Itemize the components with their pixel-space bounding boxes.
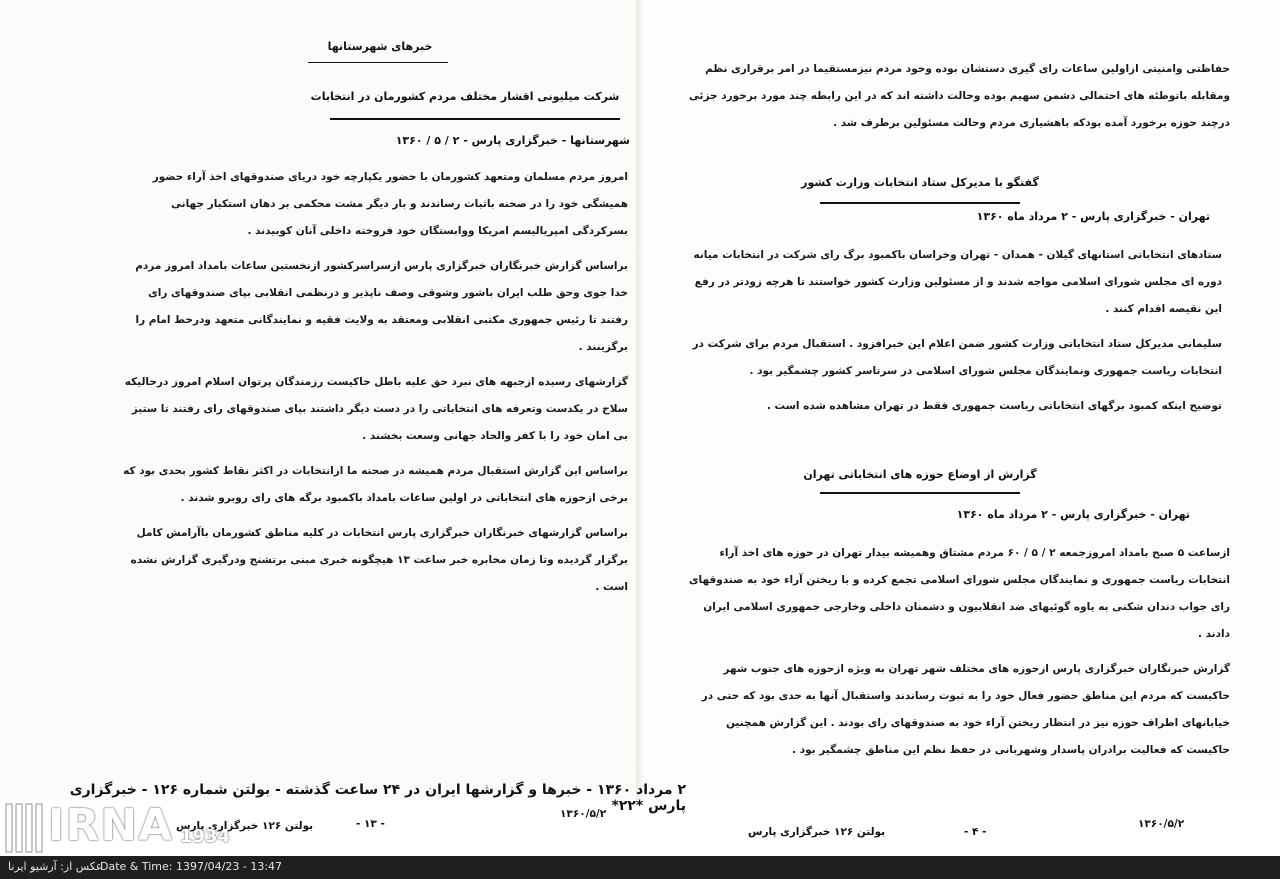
- right-section2-rule: [820, 492, 1020, 494]
- left-headline: شرکت میلیونی اقشار مختلف مردم کشورمان در انتخابات: [310, 90, 620, 103]
- right-section2-dateline: تهران - خبرگزاری پارس - ۲ مرداد ماه ۱۳۶۰: [956, 508, 1190, 521]
- left-paragraph: امروز مردم مسلمان ومتعهد کشورمان با حضور یکپارچه خود دریای صندوقهای اخذ آراء حضور همیشگی خود را در صحنه باثبات رساندند و بار دیگر مشت محکمی بر دهان استکبار جهانی بسرکردگی امپریالیسم امریکا ووابستگان خود فروخته داخلی آنان کوبیدند .: [152, 171, 628, 237]
- right-top-paragraph: [670, 56, 1230, 145]
- right-page: [640, 0, 1280, 838]
- left-paragraph: براساس گزارشهای خبرنگاران خبرگزاری پارس انتخابات در کلیه مناطق کشورمان باآرامش کامل برگزار گردیده وتا زمان مخابره خبر ساعت ۱۳ هیچگونه خبری مبنی برتشنج ودرگیری گزارش نشده است .: [130, 527, 628, 593]
- right-paragraph: ستادهای انتخاباتی استانهای گیلان - همدان - تهران وخراسان باکمبود برگ رای شرکت در انتخابات میانه دوره ای مجلس شورای اسلامی مواجه شدند و از مسئولین وزارت کشور خواستند تا هرچه زودتر در رفع این نقیصه اقدام کنند .: [693, 249, 1222, 315]
- date-time-stamp: Date & Time: 1397/04/23 - 13:47: [100, 860, 283, 873]
- irna-logo-year: 1934: [180, 826, 231, 847]
- right-paragraph: گزارش خبرنگاران خبرگزاری پارس ازحوزه های مختلف شهر تهران به ویژه ازحوزه های جنوب شهر حاکیست که مردم این مناطق حضور فعال خود را به ثبوت رساندند واستقبال آنها به حدی بود که حتی در خیابانهای اطراف حوزه نیز در انتظار ریختن آراء خود به صندوقهای رای بودند . این گزارش همچنین حاکیست که فعالیت برادران پاسدار وشهربانی در حفظ نظم این مناطق چشمگیر بود .: [701, 663, 1230, 756]
- right-footer-bulletin: بولتن ۱۲۶ خبرگزاری پارس: [748, 826, 886, 838]
- left-dateline: شهرستانها - خبرگزاری پارس - ۲ / ۵ / ۱۳۶۰: [395, 134, 630, 147]
- right-section2-title: گزارش از اوضاع حوزه های انتخاباتی تهران: [803, 468, 1037, 481]
- page-gutter: [636, 0, 644, 800]
- archive-credit: عکس از: آرشیو ایرنا: [8, 860, 103, 873]
- right-section1-body: [680, 242, 1222, 428]
- right-section2-body: [680, 540, 1230, 772]
- left-body: [118, 164, 628, 609]
- right-section1-title: گفتگو با مدیرکل ستاد انتخابات وزارت کشور: [801, 176, 1039, 189]
- right-section1-rule: [820, 202, 1020, 204]
- left-footer-date: ۱۳۶۰/۵/۲: [560, 808, 607, 820]
- left-section-title: خبرهای شهرستانها: [327, 40, 433, 53]
- left-paragraph: براساس این گزارش استقبال مردم همیشه در صحنه ما ازانتخابات در اکثر نقاط کشور بحدی بود که برخی ازحوزه های انتخاباتی در اولین ساعات بامداد باکمبود برگه های رای روبرو شدند .: [123, 465, 628, 504]
- watermark-bar: [0, 856, 1280, 879]
- document-caption: ۲ مرداد ۱۳۶۰ - خبرها و گزارشها ایران در ۲۴ ساعت گذشته - بولتن شماره ۱۲۶ - خبرگزاری پارس *۲۲*: [69, 782, 686, 814]
- irna-logo-text: IRNA: [48, 800, 174, 851]
- left-section-rule: [308, 62, 448, 63]
- right-section1-dateline: تهران - خبرگزاری پارس - ۲ مرداد ماه ۱۳۶۰: [976, 210, 1210, 223]
- irna-logo: [4, 798, 264, 856]
- right-paragraph: سلیمانی مدیرکل ستاد انتخاباتی وزارت کشور ضمن اعلام این خبرافزود . استقبال مردم برای شرکت در انتخابات ریاست جمهوری ونمایندگان مجلس شورای اسلامی در سرتاسر کشور چشمگیر بود .: [692, 338, 1222, 377]
- left-footer-page-number: - ۱۳ -: [356, 818, 385, 830]
- left-footer-bulletin: بولتن ۱۲۶ خبرگزاری پارس: [176, 820, 314, 832]
- left-paragraph: گزارشهای رسیده ازجبهه های نبرد حق علیه باطل حاکیست رزمندگان پرتوان اسلام امروز درحالیکه سلاح در یکدست وتعرفه های انتخاباتی را در دست دیگر داشتند بپای صندوقهای رای رفتند تا ستیز بی امان خود را با کفر والحاد جهانی وسعت بخشند .: [124, 376, 628, 442]
- irna-emblem-icon: [4, 800, 44, 856]
- left-paragraph: براساس گزارش خبرنگاران خبرگزاری پارس ازسراسرکشور ازنخستین ساعات بامداد امروز مردم خدا جوی وحق طلب ایران باشور وشوقی وصف ناپذیر و درنظمی انقلابی بپای صندوقهای رای رفتند تا رئیس جمهوری مکتبی انقلابی ومعتقد به ولایت فقیه و نمایندگانی متعهد ودرخط امام را برگزینند .: [135, 260, 628, 353]
- right-footer-page-number: - ۴ -: [964, 826, 987, 838]
- right-paragraph: توضیح اینکه کمبود برگهای انتخاباتی ریاست جمهوری فقط در تهران مشاهده شده است .: [766, 400, 1222, 412]
- right-footer-date: ۱۳۶۰/۵/۲: [1138, 818, 1185, 830]
- right-paragraph: حفاظتی وامنیتی ازاولین ساعات رای گیری دستشان بوده وخود مردم نیزمستقیما در امر برقراری نظم ومقابله باتوطئه های احتمالی دشمن سهیم بوده وحالت داشته اند که در این رابطه چند مورد برخورد جزئی درچند حوزه برخورد آمده بودکه باهشیاری مردم وحالت مسئولین برطرف شد .: [688, 63, 1230, 129]
- left-headline-rule: [330, 118, 620, 120]
- right-paragraph: ازساعت ۵ صبح بامداد امروزجمعه ۲ / ۵ / ۶۰ مردم مشتاق وهمیشه بیدار تهران در حوزه های اخذ آراء انتخابات ریاست جمهوری و نمایندگان مجلس شورای اسلامی تجمع کرده و با ریختن آراء خود به صندوقهای رای جواب دندان شکنی به یاوه گوئیهای ضد انقلابیون و دشمنان داخلی وخارجی جمهوری اسلامی ایران دادند .: [688, 547, 1230, 640]
